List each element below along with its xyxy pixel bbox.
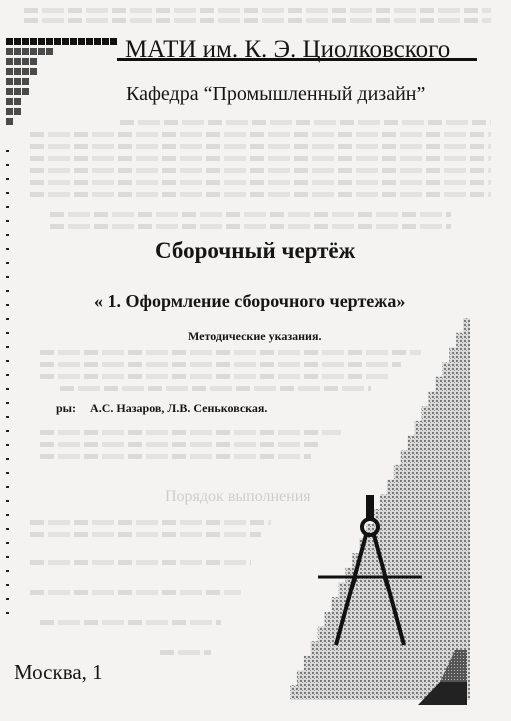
authors-names: А.С. Назаров, Л.В. Сеньковская. xyxy=(90,401,268,415)
document-title: Сборочный чертёж xyxy=(155,238,356,263)
publication-city: Москва, 1 xyxy=(14,660,103,684)
compass-icon xyxy=(318,485,428,655)
document-subtitle: « 1. Оформление сборочного чертежа» xyxy=(94,291,406,311)
ghost-heading: Порядок выполнения xyxy=(165,488,311,505)
department-name: Кафедра “Промышленный дизайн” xyxy=(126,83,426,105)
institution-name: МАТИ им. К. Э. Циолковского xyxy=(125,36,451,63)
document-type: Методические указания. xyxy=(188,329,322,343)
authors-prefix: ры: xyxy=(56,401,77,415)
